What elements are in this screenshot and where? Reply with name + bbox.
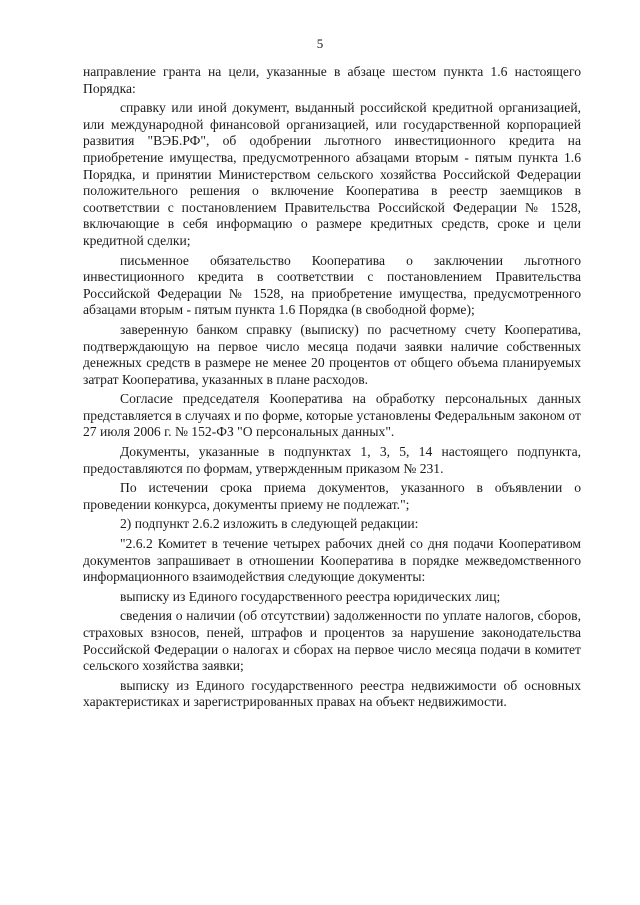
paragraph: 2) подпункт 2.6.2 изложить в следующей редакции: [120, 516, 419, 532]
paragraph: "2.6.2 Комитет в течение четырех рабочих дней со дня подачи Кооперативом документов запрашивает в отношении Кооператива в порядке межведомственного информационного взаимодействия следующие документы: [83, 536, 581, 585]
page-number: 5 [316, 36, 324, 51]
paragraph: направление гранта на цели, указанные в абзаце шестом пункта 1.6 настоящего Порядка: [83, 64, 581, 96]
paragraph: Документы, указанные в подпунктах 1, 3, 5, 14 настоящего подпункта, предоставляются по формам, утвержденным приказом № 231. [83, 444, 581, 476]
paragraph: сведения о наличии (об отсутствии) задолженности по уплате налогов, сборов, страховых взносов, пеней, штрафов и процентов за нарушение законодательства Российской Федерации о налогах и сборах на первое число месяца подачи в комитет сельского хозяйства заявки; [83, 608, 581, 674]
paragraph: выписку из Единого государственного реестра юридических лиц; [120, 588, 501, 604]
paragraph: Согласие председателя Кооператива на обработку персональных данных представляется в случаях и по форме, которые установлены Федеральным законом от 27 июля 2006 г. № 152-ФЗ "О персональных данных". [83, 391, 581, 440]
document-body [83, 64, 581, 714]
paragraph: выписку из Единого государственного реестра недвижимости об основных характеристиках и зарегистрированных правах на объект недвижимости. [83, 677, 581, 710]
paragraph: По истечении срока приема документов, указанного в объявлении о проведении конкурса, документы приему не подлежат."; [83, 480, 581, 512]
paragraph: письменное обязательство Кооператива о заключении льготного инвестиционного кредита в соответствии с постановлением Правительства Российской Федерации № 1528, на приобретение имущества, предусмотренного абзацами вторым - пятым пункта 1.6 Порядка (в свободной форме); [83, 252, 581, 318]
paragraph: справку или иной документ, выданный российской кредитной организацией, или международной финансовой организацией, или государственной корпорацией развития "ВЭБ.РФ", об одобрении льготного инвестиционного кредита на приобретение имущества, предусмотренного абзацами вторым - пятым пункта 1.6 Порядка, и принятии Министерством сельского хозяйства Российской Федерации положительного решения о включение Кооператива в реестр заемщиков в соответствии с постановлением Правительства Российской Федерации № 1528, включающие в себя информацию о размере кредитных средств, сроке и цели кредитной сделки; [83, 100, 581, 248]
paragraph: заверенную банком справку (выписку) по расчетному счету Кооператива, подтверждающую на первое число месяца подачи заявки наличие собственных денежных средств в размере не менее 20 процентов от общего объема планируемых затрат Кооператива, указанных в плане расходов. [83, 321, 581, 387]
